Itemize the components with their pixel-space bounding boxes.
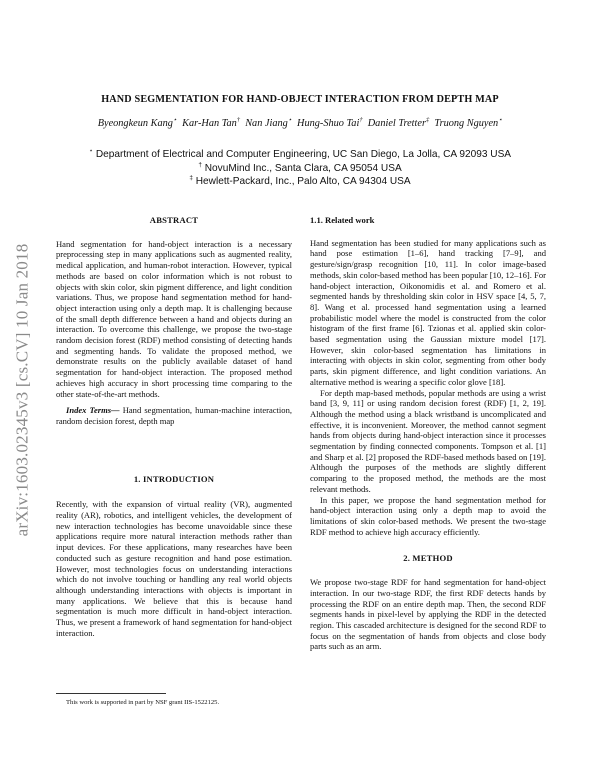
paper-title: HAND SEGMENTATION FOR HAND-OBJECT INTERACTION FROM DEPTH MAP xyxy=(101,94,499,105)
related-work-paragraph: Hand segmentation has been studied for many applications such as hand pose estimation [1–6], hand tracking [7–9], and gesture/sign/grasp recognition [10, 11]. In color image-based methods, skin color-based method has been popular [10, 12–16]. For hand-object interaction, Oikonomidis et al. and Romero et al. segmented hands by thresholding skin color in HSV space [4, 5, 7, 8]. Wang et al. processed hand segmentation using a learned probabilistic model where the model is constructed from the color histogram of the first frame [6]. Tzionas et al. applied skin color-based segmentation using the Gaussian mixture model [17]. However, skin color-based segmentation has limitations in interacting with objects in skin color, segmenting from other body parts, skin pigment difference, and light condition variations. An alternative method is wearing a specific color glove [18]. xyxy=(310,237,546,387)
author: Truong Nguyen⋆ xyxy=(434,116,503,129)
method-text: We propose two-stage RDF for hand segmentation for hand-object interaction. In our two-stage RDF, the first RDF detects hands by processing the RDF on an entire depth map. Then, the second RDF segments hands in pixel-level by applying the RDF in the detected region. This cascaded architecture is designed for the second RDF to focus on the segmentation of hands from objects and close body parts such as an arm. xyxy=(310,577,546,652)
author: Byeongkeun Kang⋆ xyxy=(97,116,177,129)
index-terms-text: Hand segmentation, human-machine interaction, random decision forest, depth map xyxy=(56,405,292,426)
author: Kar-Han Tan† xyxy=(182,116,241,129)
right-column xyxy=(310,215,546,652)
affiliation: ‡ Hewlett-Packard, Inc., Palo Alto, CA 94304 USA xyxy=(189,174,411,187)
abstract-heading: ABSTRACT xyxy=(149,215,199,225)
arxiv-stamp-text: arXiv:1603.02345v3 [cs.CV] 10 Jan 2018 xyxy=(12,243,32,537)
related-work-paragraph: For depth map-based methods, popular methods are using a wrist band [3, 9, 11] or using random decision forest (RDF) [1, 2, 19]. Although the method using a black wristband is uncomplicated and effective, it is inconvenient. Moreover, the method cannot segment hands from objects during hand-object interaction since it processes segmentation by finding connected components. Tompson et al. [1] and Sharp et al. [2] proposed the RDF-based methods based on [19]. Although the purposes of the methods are slightly different comparing to the proposed method, the methods are the most relevant methods. xyxy=(310,387,546,494)
method-heading: 2. METHOD xyxy=(403,553,453,564)
related-work-paragraph: In this paper, we propose the hand segmentation method for hand-object interaction using only a depth map to avoid the limitations of skin color-based methods. We present the two-stage RDF method to achieve high accuracy efficiently. xyxy=(310,494,546,537)
left-column xyxy=(56,215,292,639)
author: Daniel Tretter‡ xyxy=(367,116,430,129)
affiliation: † NovuMind Inc., Santa Clara, CA 95054 USA xyxy=(198,161,402,174)
introduction-heading: 1. INTRODUCTION xyxy=(133,473,215,484)
footnote-rule xyxy=(56,693,166,694)
arxiv-stamp xyxy=(2,195,42,585)
affiliations xyxy=(60,148,540,189)
author-list xyxy=(60,118,540,129)
abstract-text: Hand segmentation for hand-object interaction is a necessary preprocessing step in many applications such as augmented reality, medical application, and human-robot interaction. However, typical methods are based on color information which is not robust to objects with skin color, skin pigment difference, and light condition variations. Thus, we propose hand segmentation method for hand-object interaction using only a depth map. It is challenging because of the small depth difference between a hand and objects during an interaction. To overcome this challenge, we propose the two-stage random decision forest (RDF) method consisting of detecting hands and segmenting hands. To validate the proposed method, we demonstrate results on the publicly available dataset of hand segmentation for hand-object interaction. The proposed method achieves high accuracy in short processing time comparing to the other state-of-the-art methods. xyxy=(56,238,292,399)
affiliation: ⋆ Department of Electrical and Computer Engineering, UC San Diego, La Jolla, CA 92093 USA xyxy=(88,147,512,160)
footnote: This work is supported in part by NSF grant IIS-1522125. xyxy=(66,699,220,706)
related-work-heading: 1.1. Related work xyxy=(310,215,375,225)
introduction-text: Recently, with the expansion of virtual reality (VR), augmented reality (AR), robotics, and intelligent vehicles, the development of new interaction technologies has become unavoidable since these applications require more natural interaction methods rather than input devices. For these applications, many researches have been conducted such as gesture recognition and hand pose estimation. However, most technologies focus on understanding interactions which do not involve touching or handling any real world objects although understanding interactions with objects is important in many applications. We believe that this is because hand segmentation is much more difficult in hand-object interaction. Thus, we present a framework of hand segmentation for hand-object interaction. xyxy=(56,499,292,638)
author: Nan Jiang⋆ xyxy=(245,116,292,129)
index-terms-label: Index Terms— xyxy=(66,405,120,416)
author: Hung-Shuo Tai† xyxy=(297,116,363,129)
index-terms xyxy=(56,405,292,426)
